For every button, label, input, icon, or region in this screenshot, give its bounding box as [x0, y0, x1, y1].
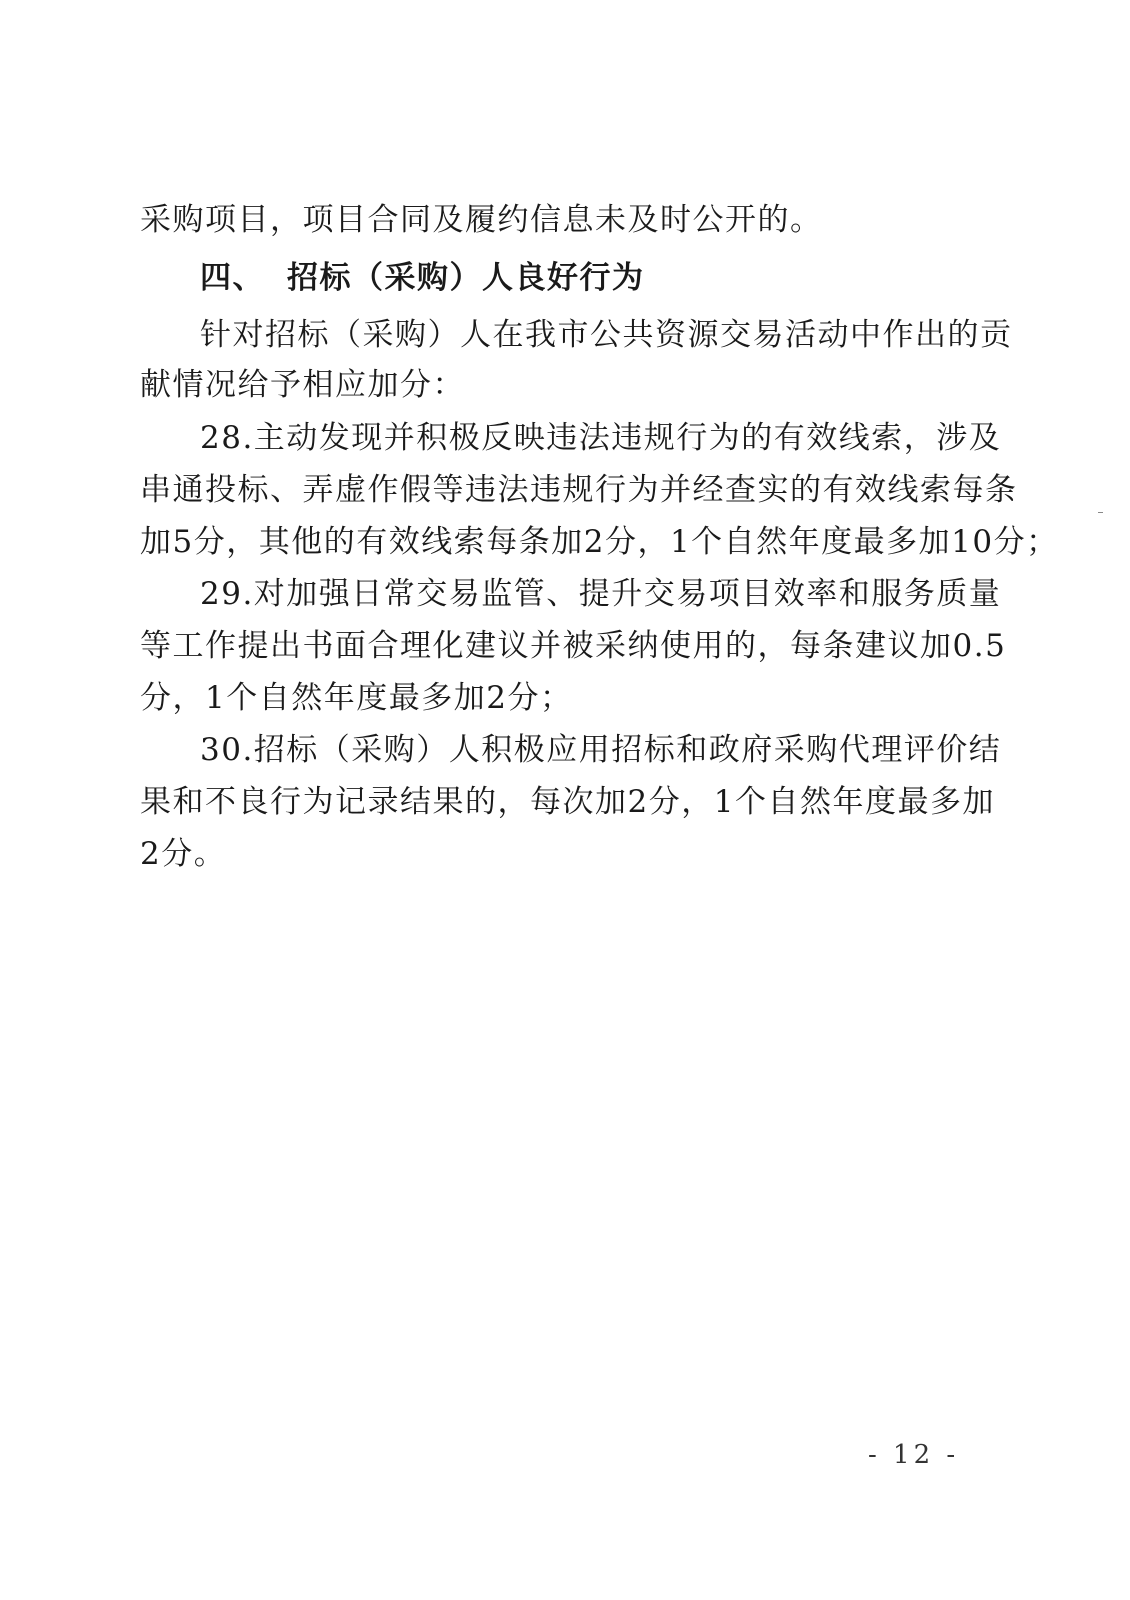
item-29-line-1: 29.对加强日常交易监管、提升交易项目效率和服务质量 [200, 576, 1002, 612]
item-30-line-1: 30.招标（采购）人积极应用招标和政府采购代理评价结 [200, 732, 1002, 768]
item-29-line-2: 等工作提出书面合理化建议并被采纳使用的，每条建议加0.5 [140, 628, 1007, 664]
intro-line-2: 献情况给予相应加分： [140, 367, 465, 403]
section-number: 四、 [200, 260, 265, 296]
item-30-line-3: 2分。 [140, 836, 227, 872]
continuation-line: 采购项目，项目合同及履约信息未及时公开的。 [140, 202, 823, 238]
item-29-line-3: 分，1个自然年度最多加2分； [140, 680, 573, 716]
item-28-line-3: 加5分，其他的有效线索每条加2分，1个自然年度最多加10分； [140, 524, 1059, 560]
item-30-line-2: 果和不良行为记录结果的，每次加2分，1个自然年度最多加 [140, 784, 995, 820]
intro-line-1: 针对招标（采购）人在我市公共资源交易活动中作出的贡 [200, 317, 1013, 353]
section-title: 招标（采购）人良好行为 [287, 260, 645, 296]
item-28-line-2: 串通投标、弄虚作假等违法违规行为并经查实的有效线索每条 [140, 472, 1018, 508]
item-28-line-1: 28.主动发现并积极反映违法违规行为的有效线索，涉及 [200, 420, 1002, 456]
scan-mark [1098, 512, 1103, 513]
section-heading [200, 258, 645, 298]
page-number: - 12 - [868, 1440, 960, 1470]
